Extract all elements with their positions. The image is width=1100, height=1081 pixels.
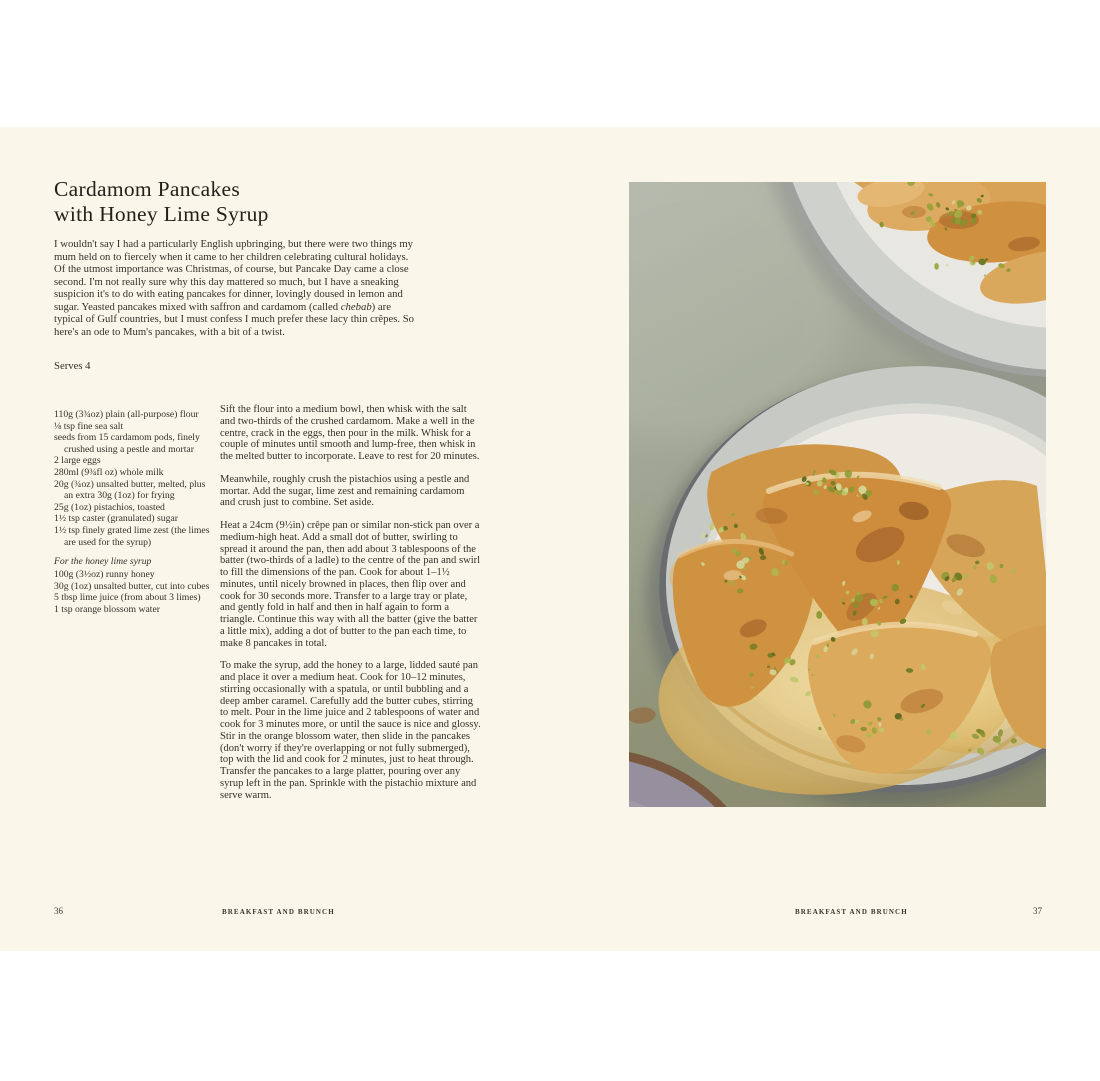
running-head-right: BREAKFAST AND BRUNCH (795, 908, 908, 916)
ingredient-item: 25g (1oz) pistachios, toasted (54, 501, 165, 513)
ingredient-item: 1½ tsp finely grated lime zest (the limes are used for the syrup) (54, 524, 210, 548)
ingredient-item: seeds from 15 cardamom pods, finely crushed using a pestle and mortar (54, 432, 200, 455)
serves-line: Serves 4 (54, 360, 91, 372)
intro-italic-word: chebab (340, 300, 372, 313)
running-head-left: BREAKFAST AND BRUNCH (222, 908, 335, 916)
page-number-right: 37 (1033, 906, 1042, 916)
ingredient-item: 2 large eggs (54, 455, 101, 467)
recipe-title (54, 177, 269, 227)
intro-text-a: I wouldn't say I had a particularly English upbringing, but there were two things my mum held on to fiercely when it came to her children celebrating cultural holidays. Of the utmost importance was Christmas, of course, but Pancake Day came a close second. I'm not really sure why this day mattered so much, but I have a sneaking suspicion it's to do with eating pancakes for dinner, lovingly doused in lemon and sugar. Yeasted pancakes mixed with saffron and cardamom (called (54, 238, 413, 313)
ingredient-item: ⅛ tsp fine sea salt (54, 420, 124, 432)
method-paragraph: Meanwhile, roughly crush the pistachios using a pestle and mortar. Add the sugar, lime zest and remaining cardamom and crush just to combine. Set aside. (220, 473, 470, 509)
ingredients-list (54, 409, 214, 548)
intro-text-b: ) are typical of Gulf countries, but I must confess I much prefer these lacy thin crêpes. So here's an ode to Mum's pancakes, with a bit of a twist. (54, 300, 415, 338)
method-paragraph: Sift the flour into a medium bowl, then whisk with the salt and two-thirds of the crushed cardamom. Make a well in the centre, crack in the eggs, then pour in the milk. Whisk for a couple of minutes until smooth and lump-free, then whisk in the melted butter to incorporate. Leave to rest for 20 minutes. (220, 404, 480, 462)
syrup-ingredients-list (54, 569, 214, 615)
recipe-intro (54, 238, 420, 338)
ingredient-item: 5 tbsp lime juice (from about 3 limes) (54, 592, 201, 604)
method-column (220, 404, 481, 812)
ingredient-item: 1½ tsp caster (granulated) sugar (54, 513, 179, 525)
recipe-title-line1: Cardamom Pancakes (54, 177, 241, 201)
ingredient-item: 280ml (9¾fl oz) whole milk (54, 466, 164, 478)
ingredient-item: 20g (¾oz) unsalted butter, melted, plus an extra 30g (1oz) for frying (54, 478, 206, 502)
ingredient-item: 100g (3½oz) runny honey (54, 569, 155, 580)
method-paragraph: Heat a 24cm (9½in) crêpe pan or similar non-stick pan over a medium-high heat. Add a small dot of butter, swirling to spread it around the pan, then add about 3 tablespoons of the batter (two-thirds of a ladle) to the centre of the pan and swirl to fill the dimensions of the pan. Cook for about 1–1½ minutes, until nicely browned in places, then flip over and cook for 30 seconds more. Transfer to a large tray or plate, and gently fold in half and then in half again to form a triangle. Continue this way with all the batter (give the batter a little mix), adding a dot of butter to the pan each time, to make 8 pancakes in total. (220, 520, 481, 649)
syrup-section-heading: For the honey lime syrup (54, 556, 152, 567)
recipe-photo (629, 182, 1046, 807)
recipe-title-line2: with Honey Lime Syrup (54, 202, 269, 226)
ingredient-item: 1 tsp orange blossom water (54, 603, 161, 615)
ingredient-item: 30g (1oz) unsalted butter, cut into cubes (54, 580, 210, 592)
page-number-left: 36 (54, 906, 63, 916)
ingredient-item: 110g (3¾oz) plain (all-purpose) flour (54, 409, 199, 420)
method-paragraph: To make the syrup, add the honey to a large, lidded sauté pan and place it over a medium heat. Cook for 10–12 minutes, stirring occasionally with a spatula, or until bubbling and a deep amber caramel. Carefully add the butter cubes, stirring to melt. Pour in the lime juice and 2 tablespoons of water and cook for 3 minutes more, or until the sauce is nice and glossy. Stir in the orange blossom water, then slide in the pancakes (don't worry if they're overlapping or not fully submerged), top with the lid and cook for 2 minutes, just to heat through. Transfer the pancakes to a large platter, pouring over any syrup left in the pan. Sprinkle with the pistachio mixture and serve warm. (220, 660, 481, 801)
